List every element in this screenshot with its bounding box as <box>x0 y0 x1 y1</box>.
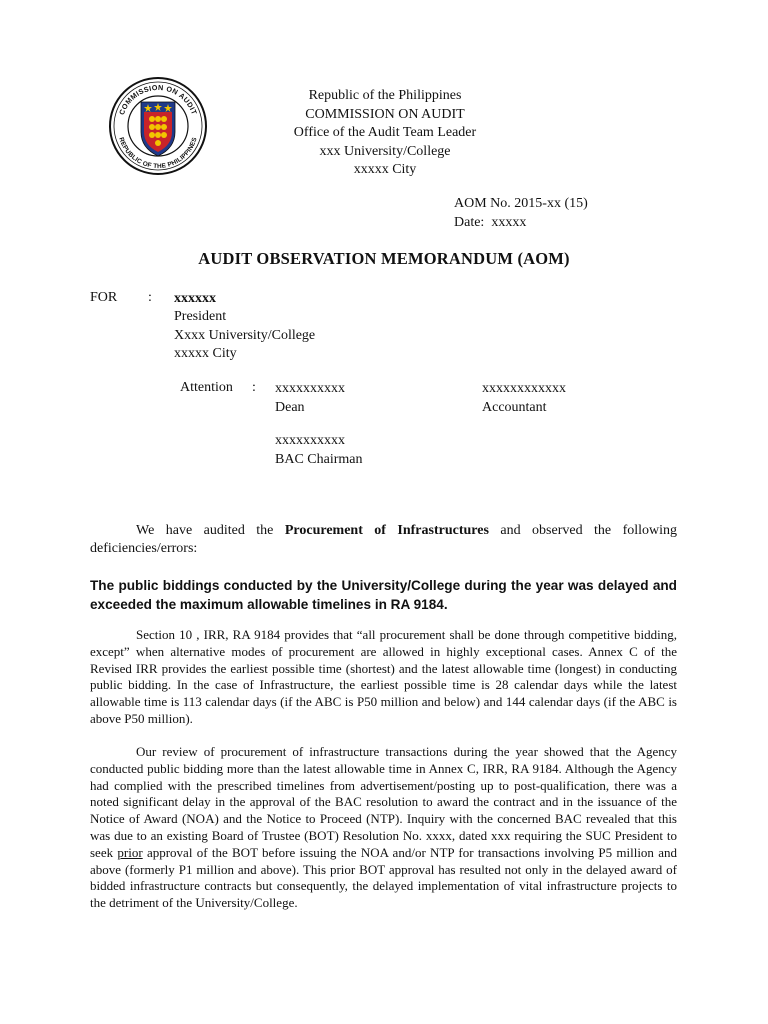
date-value: xxxxx <box>491 215 527 230</box>
header-office: Office of the Audit Team Leader <box>293 125 477 140</box>
intro-text-pre: We have audited the <box>136 523 285 538</box>
coa-seal <box>108 74 208 178</box>
seal-top-text: COMMISSION ON AUDIT <box>117 82 199 117</box>
header-republic: Republic of the Philippines <box>308 88 462 103</box>
reference-block <box>454 194 588 232</box>
date-label: Date: <box>454 215 485 230</box>
seal-bottom-text: REPUBLIC OF THE PHILIPPINES <box>117 136 199 171</box>
attention-label: Attention <box>180 380 233 395</box>
header-city: xxxxx City <box>353 162 417 177</box>
finding-heading: The public biddings conducted by the University/College during the year was delayed and exceeded the maximum allowable timelines in RA 9184. <box>90 578 677 612</box>
document-title: AUDIT OBSERVATION MEMORANDUM (AOM) <box>198 249 570 268</box>
aom-date <box>454 213 588 232</box>
attention-name: xxxxxxxxxxxx <box>482 381 566 396</box>
review-underlined-word: prior <box>117 844 143 860</box>
for-recipient <box>174 290 315 363</box>
recipient-institution: Xxxx University/College <box>174 327 316 343</box>
recipient-position: President <box>174 309 227 325</box>
attention-name: xxxxxxxxxx <box>275 433 345 448</box>
attention-name: xxxxxxxxxx <box>275 381 345 396</box>
review-text-post: approval of the BOT before issuing the NOA and/or NTP for transactions involving P5 million and above (formerly P1 million and above). This prior BOT approval has resulted not only in the delayed award of bidded infrastructure contracts but consequently, the delayed implementation of vital infrastructure projects to the detriment of the University/College. <box>90 844 677 911</box>
attention-role: Accountant <box>482 399 547 415</box>
paragraph-review <box>90 744 677 912</box>
for-label: FOR <box>90 290 118 305</box>
coa-seal-icon <box>108 74 208 178</box>
attention-role: BAC Chairman <box>275 451 363 467</box>
paragraph-section-10: Section 10 , IRR, RA 9184 provides that “all procurement shall be done through competitive bidding, except” when alternative modes of procurement are allowed in highly exceptional cases. Annex C of the Revised IRR provides the earliest possible time (shortest) and the latest allowable time (longest) in conducting public bidding. In the case of Infrastructure, the earliest possible time is 28 calendar days while the latest allowable time is 113 calendar days (if the ABC is P50 million and below) and 144 calendar days (if the ABC is above P50 million). <box>90 627 677 726</box>
attention-recipient <box>275 432 363 469</box>
attention-recipient <box>275 380 345 417</box>
intro-text-post: and observed the following deficiencies/errors: <box>90 523 678 556</box>
review-text-pre: Our review of procurement of infrastructure transactions during the year showed that the Agency conducted public bidding more than the latest allowable time in Annex C, IRR, RA 9184. Although the Agency had complied with the prescribed timelines from advertisement/posting up to post-qualification, there was a noted significant delay in the approval of the BAC resolution to award the contract and in the issuance of the Notice of Award (NOA) and the Notice to Proceed (NTP). Inquiry with the concerned BAC revealed that this was due to an existing Board of Trustee (BOT) Resolution No. xxxx, dated xxx requiring the SUC President to seek <box>90 744 677 860</box>
letterhead <box>260 87 510 180</box>
recipient-name: xxxxxx <box>174 291 216 306</box>
recipient-city: xxxxx City <box>174 345 237 361</box>
attention-role: Dean <box>275 399 305 415</box>
header-university: xxx University/College <box>319 143 451 159</box>
attention-recipient <box>482 380 566 417</box>
intro-subject: Procurement of Infrastructures <box>284 523 489 538</box>
for-colon: : <box>148 290 152 305</box>
attention-colon: : <box>252 380 256 395</box>
header-commission: COMMISSION ON AUDIT <box>305 106 465 122</box>
intro-paragraph <box>90 522 677 557</box>
aom-number: AOM No. 2015-xx (15) <box>454 196 588 211</box>
